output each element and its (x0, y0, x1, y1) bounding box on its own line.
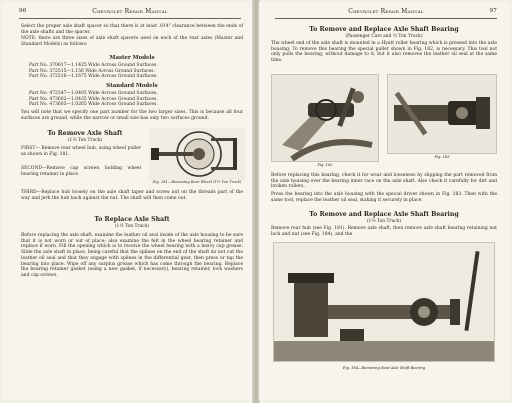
left-page-number: 96 (19, 8, 27, 14)
remove-axle-shaft-subheading: (1½ Ton Truck) (67, 138, 103, 143)
check-bearing-paragraph: Before replacing this bearing, check it for wear and looseness by slipping the part removed from the axle housing over the bearing inner race on the axle shaft. Also check it carefully for dirt and broken rollers. (271, 173, 497, 190)
master-part-3: Part No. 372516—1.1675 Wide Across Ground Surfaces. (29, 74, 158, 80)
master-part-2: Part No. 372515—1.156 Wide Across Ground Surfaces. (29, 68, 155, 74)
remove-step-third: THIRD—Replace hub loosely on the axle shaft taper and screw nut on the threads part of the way and jerk the hub back against the nut. The shaft will then come out. (21, 190, 243, 201)
remove-bearing-subheading: (Passenger Cars and ½ Ton Truck) (345, 34, 423, 39)
press-bearing-paragraph: Press the bearing into the axle housing with the special driver shown in Fig. 183. Then with the same tool, replace the leather oil seal, staking it securely in place. (271, 192, 497, 203)
right-running-head-title: Chevrolet Repair Manual (348, 8, 424, 15)
left-page (3, 2, 253, 400)
ton-truck-bearing-subheading: (1½ Ton Truck) (366, 219, 402, 224)
right-running-header (275, 8, 497, 18)
ton-truck-bearing-body: Remove rear hub (see Fig. 181). Remove axle shaft, then remove axle shaft bearing retaining nut lock and nut (see Fig. 184), and the (271, 226, 497, 237)
bearing-driver-illustration (388, 75, 497, 154)
remove-bearing-heading: To Remove and Replace Axle Shaft Bearing (309, 26, 459, 33)
left-running-head-title: Chevrolet Repair Manual (92, 8, 168, 15)
right-page-number: 97 (489, 8, 497, 14)
right-header-rule (275, 18, 497, 19)
remove-axle-shaft-heading: To Remove Axle Shaft (47, 130, 123, 137)
wheel-puller-illustration (149, 128, 245, 180)
remove-step-second: SECOND—Remove cap screws holding wheel bearing retainer in place. (21, 166, 141, 177)
left-running-header (19, 8, 241, 18)
bearing-puller-illustration (272, 75, 379, 162)
remove-bearing-body: The wheel end of the axle shaft is mounted in a Hyatt roller bearing which is pressed into the axle housing. To remove this bearing the special puller shown in Fig. 182, is necessary. This tool not only pulls the bearing, without damage to it, but it also removes the leather oil seal at the same time. (271, 41, 497, 64)
figure-181-caption: Fig. 181—Removing Rear Wheel (1½ Ton Truck) (152, 180, 242, 184)
left-header-rule (19, 18, 241, 19)
replace-axle-shaft-subheading: (1½ Ton Truck) (114, 224, 150, 229)
replace-axle-shaft-heading: To Replace Axle Shaft (94, 216, 170, 223)
figure-184-caption: Fig. 184—Removing Rear Axle Shaft Bearing (342, 366, 426, 370)
standard-part-1: Part No. 472547—1.0405 Wide Across Ground Surfaces. (29, 91, 158, 96)
replace-axle-shaft-body: Before replacing the axle shaft, examine the leather oil seal inside of the axle housing to be sure that it is not worn or out of place; also examine the felt in the wheel bearing retainer and replace if worn. Fill the opening which is to receive the wheel bearing with a heavy cup grease. Slide the axle shaft in place, being careful that the splines on the end of the shaft do not cut the leather oil seal and that they engage with splines in the differential gear, then press or tap the bearing into place. Wipe off any surplus grease which has come through the bearing. Replace the bearing retainer gasket (using a new gasket, if necessary), bearing retainer, lock washers and cap screws. (21, 233, 243, 278)
ton-truck-bearing-heading: To Remove and Replace Axle Shaft Bearing (309, 211, 459, 218)
master-part-1: Part No. 370617—1.1425 Wide Across Ground Surfaces. (29, 63, 158, 68)
figure-181-wheel-puller (149, 128, 245, 180)
spacer-note-paragraph: You will note that we specify one part number for the two larger sizes. This is because all four surfaces are ground, while the narrow or small size has only two surfaces ground. (21, 110, 243, 121)
standard-parts-list (29, 91, 158, 108)
figure-184-axle-bearing-removal (273, 242, 495, 362)
axle-bearing-removal-illustration (274, 243, 495, 362)
figure-183-caption: Fig. 183 (434, 155, 450, 159)
figure-182-bearing-puller (271, 74, 379, 162)
master-models-heading: Master Models (109, 55, 155, 61)
note-paragraph: NOTE: there are three sizes of axle shaft spacers used on each of the rear axles (Master and Standard Models) as follows: (21, 36, 243, 47)
intro-paragraph: Select the proper axle shaft spacer so that there is at least .014" clearance between the ends of the axle shafts and the spacer. (21, 24, 243, 35)
figure-182-caption: Fig. 182 (317, 163, 333, 167)
figure-183-bearing-driver (387, 74, 497, 154)
right-page (259, 2, 509, 400)
remove-step-first: FIRST— Remove rear wheel hub, using wheel puller as shown in Fig. 181. (21, 146, 141, 157)
standard-part-2: Part No. 473602—1.0435 Wide Across Ground Surfaces. (29, 96, 158, 102)
standard-part-3: Part No. 473603—1.0265 Wide Across Ground Surfaces. (29, 102, 158, 108)
standard-models-heading: Standard Models (106, 83, 158, 89)
master-parts-list (29, 63, 158, 80)
